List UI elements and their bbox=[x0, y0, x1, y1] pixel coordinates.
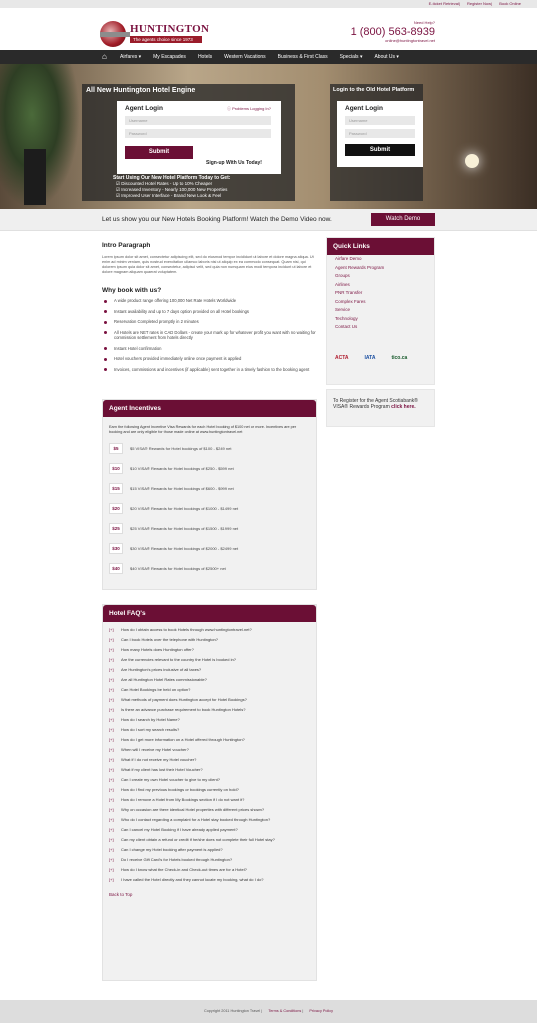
faq-item[interactable] bbox=[109, 857, 310, 862]
incentive-row: $20 $20 VISA® Rewards for Hotel bookings of $1000 - $1499 net bbox=[109, 503, 310, 517]
register-link[interactable]: Register Now bbox=[467, 1, 492, 6]
quick-link-service[interactable]: Service bbox=[335, 307, 351, 312]
faq-question: How do I sort my search results? bbox=[121, 727, 180, 732]
quick-link-pnr-transfer[interactable]: PNR Transfer bbox=[335, 290, 363, 295]
quick-link-complex-fares[interactable]: Complex Fares bbox=[335, 298, 366, 304]
need-help-label: Need Help? bbox=[413, 20, 435, 25]
submit-button[interactable]: Submit bbox=[125, 146, 193, 159]
why-list bbox=[102, 298, 318, 372]
eticket-link[interactable]: E-ticket Retrieval bbox=[428, 1, 459, 6]
faq-question: How do I know what the Check-in and Check-out times are for a Hotel? bbox=[121, 867, 247, 872]
faq-question: How do I obtain access to book Hotels through www.huntingtontravel.net? bbox=[121, 627, 252, 632]
plus-icon: [+] bbox=[109, 787, 114, 792]
main-nav bbox=[0, 50, 537, 64]
logo-name: HUNTINGTON bbox=[130, 23, 210, 35]
faq-item[interactable] bbox=[109, 827, 310, 832]
privacy-link[interactable]: Privacy Policy bbox=[309, 1009, 334, 1013]
plus-icon: [+] bbox=[109, 637, 114, 642]
list-item: Reservation Completed promptly in 2 minutes bbox=[102, 319, 318, 325]
scotia-click-here-link[interactable]: click here. bbox=[391, 404, 416, 410]
quick-link-groups[interactable]: Groups bbox=[335, 273, 350, 278]
logo-tagline: The agents choice since 1973 bbox=[130, 36, 202, 43]
faq-question: What if my client has lost their Hotel Voucher? bbox=[121, 767, 203, 772]
plus-icon: [+] bbox=[109, 747, 114, 752]
faq-item[interactable] bbox=[109, 707, 310, 712]
intro-body: Lorem ipsum dolor sit amet, consectetur adipiscing elit, sed do eiusmod tempor incididunt ut labore et dolore magna aliqua. Ut enim ad minim veniam, quis nostrud exercitation ullamco laboris nisi ut aliquip ex ea commodo consequat. Quam nisi, qui dolorem ipsum quia dolor sit amet, consectetur, adipisci velit, sed quia non numquam eius modi tempora incidunt ut labore et dolore magnam aliquam quaerat voluptatem. bbox=[102, 255, 314, 274]
faq-item[interactable] bbox=[109, 627, 310, 632]
plus-icon: [+] bbox=[109, 867, 114, 872]
terms-link[interactable]: Terms & Conditions bbox=[268, 1009, 302, 1013]
faq-question: What methods of payment does Huntington accept for Hotel Bookings? bbox=[121, 697, 247, 702]
quick-links-card bbox=[326, 237, 435, 385]
old-password-field[interactable]: Password bbox=[345, 129, 415, 138]
plus-icon: [+] bbox=[109, 737, 114, 742]
tico-logo[interactable]: tico.ca bbox=[391, 355, 408, 361]
plus-icon: [+] bbox=[109, 697, 114, 702]
plus-icon: [+] bbox=[109, 647, 114, 652]
top-utility-bar: E-ticket Retrieval| Register Now| Book Online bbox=[0, 0, 537, 8]
faq-question: How do I remove a Hotel from My Bookings section if I do not want it? bbox=[121, 797, 245, 802]
plus-icon: [+] bbox=[109, 847, 114, 852]
faq-item[interactable] bbox=[109, 667, 310, 672]
phone-number[interactable]: 1 (800) 563-8939 bbox=[350, 26, 435, 38]
demo-text: Let us show you our New Hotels Booking Platform! Watch the Demo Video now. bbox=[102, 216, 332, 223]
sidebar bbox=[326, 237, 435, 427]
agent-login-title: Agent Login bbox=[125, 105, 163, 112]
back-to-top-link[interactable]: Back to Top bbox=[109, 892, 133, 897]
why-title: Why book with us? bbox=[102, 287, 162, 294]
new-engine-title: All New Huntington Hotel Engine bbox=[86, 87, 196, 94]
header bbox=[0, 8, 537, 50]
faq-question: What if I do not receive my Hotel voucher? bbox=[121, 757, 197, 762]
old-platform-title: Login to the Old Hotel Platform bbox=[333, 87, 415, 93]
benefit-item: ☑ Improved User Interface - Brand New Look & Feel bbox=[116, 193, 222, 198]
faq-item[interactable] bbox=[109, 647, 310, 652]
faq-item[interactable] bbox=[109, 767, 310, 772]
incentive-row: $15 $15 VISA® Rewards for Hotel bookings of $600 - $999 net bbox=[109, 483, 310, 497]
plus-icon: [+] bbox=[109, 627, 114, 632]
faq-item[interactable] bbox=[109, 817, 310, 822]
problems-logging-link[interactable]: ⓘ Problems Logging In? bbox=[226, 106, 271, 111]
home-icon[interactable]: ⌂ bbox=[102, 52, 107, 61]
partner-logos bbox=[335, 355, 423, 361]
list-item: Invoices, commissions and incentives (if applicable) sent together in a timely fashion to the booking agent bbox=[102, 367, 318, 373]
password-field[interactable]: Password bbox=[125, 129, 271, 138]
plus-icon: [+] bbox=[109, 727, 114, 732]
nav-specials[interactable]: Specials ▾ bbox=[339, 54, 363, 60]
faq-item[interactable] bbox=[109, 717, 310, 722]
signup-link[interactable]: Sign-up With Us Today! bbox=[206, 160, 262, 166]
quick-link-airlines[interactable]: Airlines bbox=[335, 281, 350, 287]
plus-icon: [+] bbox=[109, 777, 114, 782]
faq-question: Can Hotel Bookings be held on option? bbox=[121, 687, 191, 692]
agent-incentives-card bbox=[102, 399, 317, 590]
globe-icon bbox=[100, 21, 126, 47]
faq-question: Do I receive Gift Card's for Hotels booked through Huntington? bbox=[121, 857, 233, 862]
quick-link-airfare-demo[interactable]: Airfare Demo bbox=[335, 256, 362, 261]
faq-item[interactable] bbox=[109, 697, 310, 702]
nav-business-first[interactable]: Business & First Class bbox=[277, 54, 328, 60]
quick-links-title: Quick Links bbox=[327, 238, 434, 255]
old-login-title: Agent Login bbox=[345, 105, 383, 112]
plant-pot-image bbox=[24, 149, 46, 205]
incentives-intro: Earn the following Agent Incentive Visa Rewards for each Hotel booking of $100 net or more. Incentives are per booking and are only eligible for those made online at www.huntingtontravel.net bbox=[109, 425, 297, 434]
faq-item[interactable] bbox=[109, 797, 310, 802]
plus-icon: [+] bbox=[109, 757, 114, 762]
intro-title: Intro Paragraph bbox=[102, 242, 151, 249]
faq-list bbox=[109, 627, 310, 882]
list-item: Instant Hotel confirmation bbox=[102, 346, 318, 352]
list-item: A wide product range offering 100,000 Net Rate Hotels Worldwide bbox=[102, 298, 318, 304]
plus-icon: [+] bbox=[109, 877, 114, 882]
quick-link-technology[interactable]: Technology bbox=[335, 315, 358, 321]
plus-icon: [+] bbox=[109, 677, 114, 682]
faq-item[interactable] bbox=[109, 867, 310, 872]
faq-item[interactable] bbox=[109, 877, 310, 882]
plus-icon: [+] bbox=[109, 767, 114, 772]
faq-item[interactable] bbox=[109, 777, 310, 782]
faq-question: Why on occasion are there identical Hotel properties with different prices shown? bbox=[121, 807, 265, 812]
old-login-box bbox=[337, 101, 423, 167]
faq-question: Can I change my Hotel booking after payment is applied? bbox=[121, 847, 223, 852]
plus-icon: [+] bbox=[109, 817, 114, 822]
incentives-title: Agent Incentives bbox=[103, 400, 316, 417]
benefits-title: Start Using Our New Hotel Platform Today to Get: bbox=[113, 175, 231, 181]
faq-question: How do I get more information on a Hotel offered through Huntington? bbox=[121, 737, 245, 742]
faq-item[interactable] bbox=[109, 837, 310, 842]
faq-item[interactable] bbox=[109, 657, 310, 662]
book-online-link[interactable]: Book Online bbox=[499, 1, 521, 6]
faq-item[interactable] bbox=[109, 637, 310, 642]
plus-icon: [+] bbox=[109, 657, 114, 662]
plus-icon: [+] bbox=[109, 827, 114, 832]
lamp-image bbox=[465, 154, 479, 168]
faq-question: Can I create my own Hotel voucher to give to my client? bbox=[121, 777, 220, 782]
footer: Copyright 2011 Huntington Travel | Terms & Conditions | Privacy Policy bbox=[0, 1000, 537, 1023]
plus-icon: [+] bbox=[109, 807, 114, 812]
plus-icon: [+] bbox=[109, 837, 114, 842]
faq-question: Who do I contact regarding a complaint for a Hotel stay booked through Huntington? bbox=[121, 817, 271, 822]
benefits-list bbox=[113, 175, 230, 199]
incentive-row: $10 $10 VISA® Rewards for Hotel bookings of $250 - $599 net bbox=[109, 463, 310, 477]
quick-link-agent-rewards[interactable]: Agent Rewards Program bbox=[335, 264, 385, 270]
incentive-row: $30 $30 VISA® Rewards for Hotel bookings of $2000 - $2499 net bbox=[109, 543, 310, 557]
faq-question: Can I cancel my Hotel Booking if I have already applied payment? bbox=[121, 827, 238, 832]
iata-logo[interactable]: IATA bbox=[364, 355, 376, 361]
agent-login-box bbox=[117, 101, 281, 174]
faq-title: Hotel FAQ's bbox=[103, 605, 316, 622]
faq-question: How do I search by Hotel Name? bbox=[121, 717, 180, 722]
faq-question: How many Hotels does Huntington offer? bbox=[121, 647, 194, 652]
faq-item[interactable] bbox=[109, 737, 310, 742]
faq-item[interactable] bbox=[109, 677, 310, 682]
nav-western-vacations[interactable]: Western Vacations bbox=[224, 54, 266, 60]
plus-icon: [+] bbox=[109, 857, 114, 862]
list-item: All Hotels are NET rates in CAD Dollars - create your mark up for whatever profit you want with no waiting for commission settlement from hotels directly bbox=[102, 330, 318, 341]
quick-link-contact-us[interactable]: Contact Us bbox=[335, 324, 358, 329]
acta-logo[interactable]: ACTA bbox=[335, 355, 349, 361]
scotiabank-rewards-box bbox=[326, 389, 435, 427]
incentive-row: $5 $5 VISA® Rewards for Hotel bookings of $100 - $249 net bbox=[109, 443, 310, 457]
plus-icon: [+] bbox=[109, 717, 114, 722]
hero-banner bbox=[0, 64, 537, 209]
faq-item[interactable] bbox=[109, 807, 310, 812]
old-username-field[interactable]: Username bbox=[345, 116, 415, 125]
contact-block bbox=[351, 20, 435, 43]
plus-icon: [+] bbox=[109, 687, 114, 692]
nav-my-escapades[interactable]: My Escapades bbox=[153, 54, 186, 60]
faq-item[interactable] bbox=[109, 847, 310, 852]
faq-item[interactable] bbox=[109, 757, 310, 762]
faq-question: Are Huntington's prices inclusive of all taxes? bbox=[121, 667, 202, 672]
scotia-text: To Register for the Agent Scotiabank® VISA® Rewards Program bbox=[333, 398, 418, 410]
faq-question: When will I receive my Hotel voucher? bbox=[121, 747, 189, 752]
copyright: Copyright 2011 Huntington Travel bbox=[203, 1009, 261, 1013]
demo-bar bbox=[0, 209, 537, 231]
incentive-row: $25 $25 VISA® Rewards for Hotel bookings of $1500 - $1999 net bbox=[109, 523, 310, 537]
faq-question: Are all Huntington Hotel Rates commissionable? bbox=[121, 677, 207, 682]
benefit-item: ☑ Discounted Hotel Rates - Up to 10% Cheaper bbox=[116, 181, 213, 186]
nav-about-us[interactable]: About Us ▾ bbox=[374, 54, 399, 60]
logo[interactable] bbox=[100, 21, 212, 47]
hotel-faq-card bbox=[102, 604, 317, 981]
faq-question: Are the currencies relevant to the country the Hotel is booked in? bbox=[121, 657, 236, 662]
main-content bbox=[102, 242, 318, 377]
plus-icon: [+] bbox=[109, 707, 114, 712]
watch-demo-button[interactable]: Watch Demo bbox=[371, 213, 435, 226]
username-field[interactable]: Username bbox=[125, 116, 271, 125]
faq-question: Can my client obtain a refund or credit if he/she does not complete their full Hotel stay? bbox=[121, 837, 275, 842]
faq-item[interactable] bbox=[109, 747, 310, 752]
faq-question: Is there an advance purchase requirement to book Huntington Hotels? bbox=[121, 707, 246, 712]
nav-airfares[interactable]: Airfares ▾ bbox=[120, 54, 142, 60]
list-item: Hotel vouchers provided immediately online once payment is applied bbox=[102, 356, 318, 362]
benefit-item: ☑ Increased Inventory - Nearly 100,000 New Properties bbox=[116, 187, 228, 192]
faq-question: Can I book Hotels over the telephone with Huntington? bbox=[121, 637, 218, 642]
faq-item[interactable] bbox=[109, 727, 310, 732]
plus-icon: [+] bbox=[109, 797, 114, 802]
nav-hotels[interactable]: Hotels bbox=[197, 54, 213, 60]
faq-item[interactable] bbox=[109, 787, 310, 792]
faq-item[interactable] bbox=[109, 687, 310, 692]
faq-question: I have called the Hotel directly and they cannot locate my booking, what do I do? bbox=[121, 877, 264, 882]
list-item: Instant availability and up to 7 days option provided on all Hotel bookings bbox=[102, 309, 318, 315]
email-link[interactable]: online@huntingtontravel.net bbox=[385, 38, 435, 43]
plus-icon: [+] bbox=[109, 667, 114, 672]
incentive-row: $40 $40 VISA® Rewards for Hotel bookings of $2500+ net bbox=[109, 563, 310, 577]
faq-question: How do I find my previous bookings or bookings currently on hold? bbox=[121, 787, 239, 792]
old-submit-button[interactable]: Submit bbox=[345, 144, 415, 156]
